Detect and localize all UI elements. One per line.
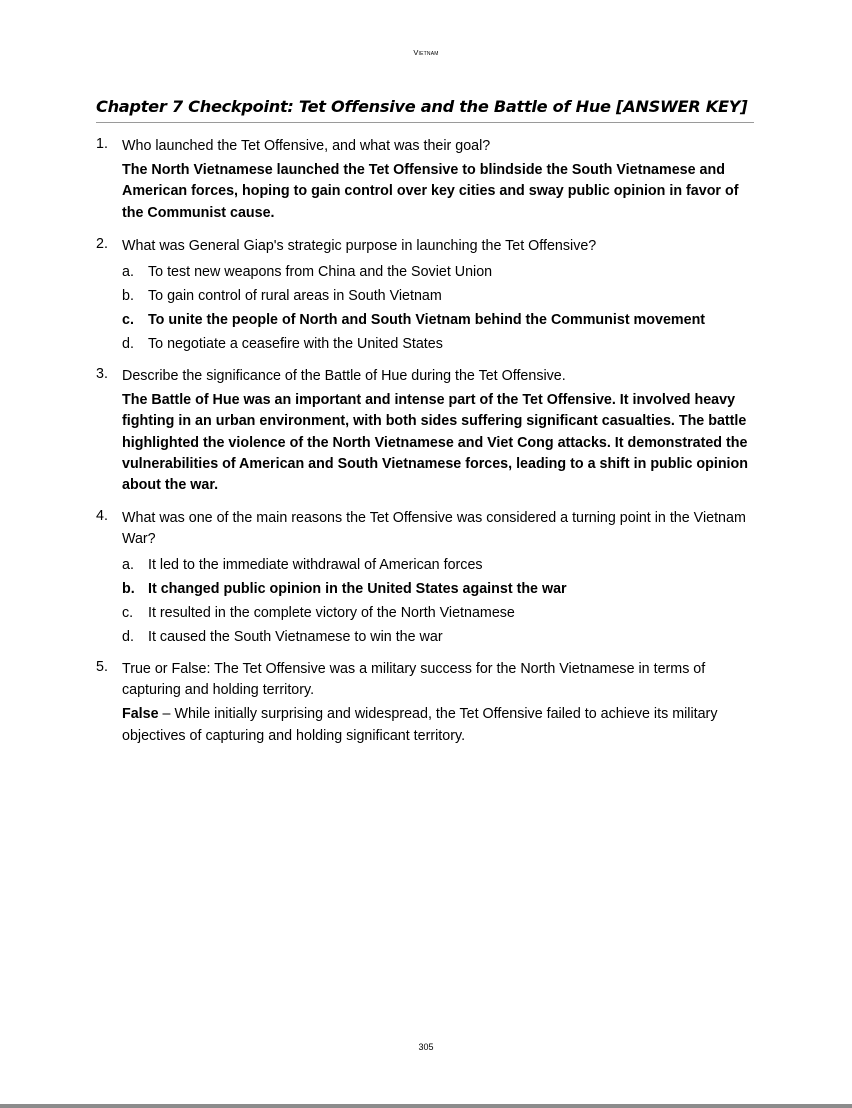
- question-list: [96, 136, 756, 747]
- question-number: 3.: [96, 366, 108, 382]
- question-text: Describe the significance of the Battle of Hue during the Tet Offensive.: [122, 368, 566, 384]
- option-d: [122, 625, 756, 649]
- question-text: What was one of the main reasons the Tet Offensive was considered a turning point in the Vietnam War?: [122, 510, 746, 548]
- page-title: Chapter 7 Checkpoint: Tet Offensive and the Battle of Hue [ANSWER KEY]: [96, 95, 754, 123]
- option-text: To test new weapons from China and the Soviet Union: [148, 264, 493, 280]
- option-letter: b.: [122, 288, 134, 304]
- option-text: It resulted in the complete victory of the North Vietnamese: [148, 605, 515, 622]
- question-number: 2.: [96, 236, 108, 252]
- answer-text: The Battle of Hue was an important and intense part of the Tet Offensive. It involved heavy fighting in an urban environment, with both sides suffering significant casualties. The battle highlighted the violence of the North Vietnamese and Viet Cong attacks. It demonstrated the vulnerabilities of American and South Vietnamese forces, leading to a shift in public opinion about the war.: [122, 392, 748, 494]
- option-b: [122, 284, 756, 308]
- option-c-correct: [122, 308, 756, 332]
- answer-text: [122, 704, 756, 747]
- option-letter: b.: [122, 581, 135, 598]
- answer-options: [122, 553, 756, 649]
- option-d: [122, 332, 756, 356]
- option-text: To negotiate a ceasefire with the United States: [148, 336, 443, 352]
- question-text: Who launched the Tet Offensive, and what was their goal?: [122, 138, 491, 154]
- option-b-correct: [122, 577, 756, 601]
- option-a: [122, 553, 756, 577]
- option-text: It caused the South Vietnamese to win the war: [148, 629, 443, 646]
- option-text: To unite the people of North and South Vietnam behind the Communist movement: [148, 312, 706, 328]
- question-3: [96, 366, 756, 496]
- question-number: 4.: [96, 508, 108, 525]
- running-head: Vietnam: [413, 48, 439, 57]
- option-a: [122, 260, 756, 284]
- option-letter: c.: [122, 312, 134, 328]
- option-text: It changed public opinion in the United States against the war: [148, 581, 567, 598]
- answer-explanation: – While initially surprising and widespread, the Tet Offensive failed to achieve its military objectives of capturing and holding significant territory.: [122, 706, 718, 744]
- question-number: 5.: [96, 659, 108, 676]
- page-number: 305: [418, 1042, 434, 1052]
- option-letter: a.: [122, 264, 134, 280]
- answer-options: [122, 260, 756, 356]
- option-c: [122, 601, 756, 625]
- option-text: To gain control of rural areas in South Vietnam: [148, 288, 442, 304]
- option-text: It led to the immediate withdrawal of American forces: [148, 557, 483, 574]
- question-text: True or False: The Tet Offensive was a military success for the North Vietnamese in terms of capturing and holding territory.: [122, 661, 706, 699]
- question-5: [96, 659, 756, 747]
- answer-text: The North Vietnamese launched the Tet Offensive to blindside the South Vietnamese and American forces, hoping to gain control over key cities and sway public opinion in favor of the Communist cause.: [122, 162, 739, 221]
- question-4: [96, 508, 756, 649]
- option-letter: a.: [122, 557, 134, 574]
- question-1: [96, 136, 756, 225]
- option-letter: c.: [122, 605, 134, 622]
- option-letter: d.: [122, 336, 134, 352]
- question-2: [96, 236, 756, 356]
- page-bottom-edge: [0, 1104, 852, 1108]
- answer-verdict: False: [122, 706, 159, 723]
- question-number: 1.: [96, 136, 108, 152]
- option-letter: d.: [122, 629, 134, 646]
- question-text: What was General Giap's strategic purpose in launching the Tet Offensive?: [122, 238, 597, 254]
